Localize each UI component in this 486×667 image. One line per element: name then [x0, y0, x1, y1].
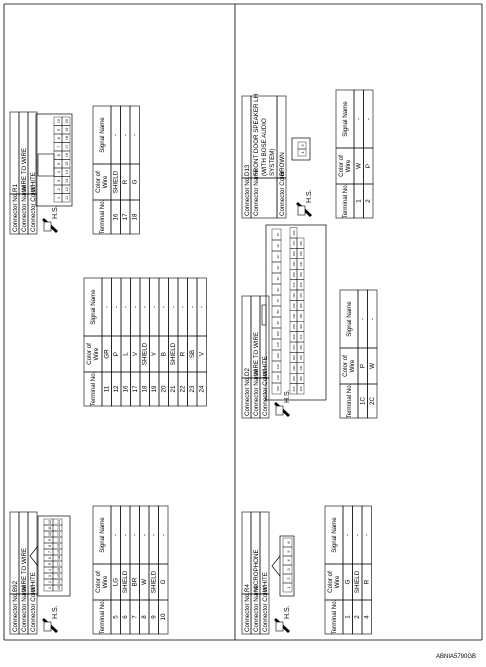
- info-value: D13: [244, 164, 251, 176]
- figure-code: ABNIA5790GB: [436, 654, 477, 660]
- table-header: Terminal No.: [346, 383, 353, 419]
- info-label: Connector Name: [253, 585, 260, 632]
- pin-label: 32C: [299, 240, 303, 246]
- hs-label: H.S.: [284, 389, 291, 403]
- pin-label: 10: [48, 532, 52, 536]
- table-cell-text: 23: [189, 385, 196, 393]
- pin-label: 33C: [299, 251, 303, 257]
- pin-label: 15C: [276, 385, 280, 392]
- table-cell-text: 1: [355, 199, 363, 203]
- table-header-text: Wire: [102, 175, 109, 189]
- table-cell-text: -: [365, 117, 372, 121]
- table-cell-text: SHIELD: [122, 570, 129, 594]
- pin-label: 13: [65, 178, 69, 183]
- table-cell-text: -: [369, 317, 376, 321]
- pin-label: 2: [57, 188, 61, 191]
- pin-label: 11C: [276, 341, 280, 348]
- table-header: Terminal No.: [342, 183, 349, 219]
- table-cell-text: 5: [112, 615, 120, 619]
- pin-label: 3: [286, 568, 291, 571]
- table-cell-text: 10: [160, 613, 167, 621]
- info-value: D2: [244, 368, 251, 376]
- info-label: Connector Color: [279, 170, 286, 216]
- table-cell-text: -: [179, 305, 187, 309]
- pin-label: 11: [65, 195, 69, 200]
- connector-key: [38, 154, 54, 176]
- pin-label: 22C: [292, 292, 296, 298]
- pin-label: 8: [57, 137, 61, 140]
- table-cell-text: -: [141, 305, 149, 309]
- table-header: Signal Name: [99, 117, 106, 153]
- info-label: Connector Name: [21, 585, 28, 632]
- pin-label: 6C: [276, 287, 280, 292]
- table-cell-text: SHIELD: [170, 342, 177, 366]
- pin-label: 19C: [292, 261, 296, 267]
- table-cell-text: P: [113, 351, 120, 357]
- table-header-text: Wire: [93, 347, 100, 361]
- info-value-cell: [10, 112, 19, 194]
- table-cell-text: -: [122, 305, 130, 309]
- table-cell-text: 19: [151, 385, 158, 393]
- info-label: Connector Name: [21, 185, 28, 232]
- pin-label: 46C: [299, 386, 303, 392]
- table-cell-text: L: [122, 352, 130, 356]
- table-cell-text: G: [160, 579, 167, 585]
- hs-label: H.S.: [306, 189, 313, 203]
- table-cell-text: 2: [365, 199, 372, 203]
- pin-label: 12: [65, 187, 69, 192]
- pin-label: 13: [57, 586, 61, 590]
- pin-label: 13C: [276, 363, 280, 370]
- table-cell-text: 16: [122, 385, 130, 393]
- hs-label: H.S.: [52, 605, 59, 619]
- pin-label: 6: [48, 557, 52, 559]
- table-header-text: Color of: [342, 355, 349, 377]
- table-cell-text: Y: [151, 351, 158, 357]
- pin-label: 20: [65, 119, 69, 124]
- info-value: WIRE TO WIRE: [21, 547, 28, 592]
- pin-label: 8: [48, 545, 52, 547]
- info-label: Connector Name: [253, 369, 260, 416]
- info-label: Connector Color: [30, 186, 37, 232]
- table-cell-text: -: [151, 305, 158, 309]
- table-cell-text: V: [132, 351, 139, 357]
- table-cell-text: -: [355, 117, 363, 121]
- table-cell-text: LG: [112, 577, 120, 587]
- pin-label: 17: [65, 144, 69, 149]
- table-cell-text: -: [198, 305, 206, 309]
- info-value-cell: [242, 512, 251, 594]
- table-cell-text: -: [112, 533, 120, 537]
- pin-label: 1: [300, 151, 305, 154]
- table-cell-text: G: [131, 179, 139, 185]
- hs-label: H.S.: [52, 205, 59, 219]
- table-cell-text: 21: [170, 385, 177, 393]
- connector-d13: [242, 90, 373, 218]
- info-label: Connector No.: [12, 192, 19, 232]
- pin-label: 34C: [299, 261, 303, 267]
- pin-label: 2C: [276, 243, 280, 248]
- table-cell-text: 9: [150, 615, 158, 619]
- table-header-text: Color of: [95, 171, 102, 193]
- table-header: Signal Name: [346, 301, 353, 337]
- pin-label: 28C: [292, 355, 296, 361]
- pin-label: 40C: [299, 323, 303, 329]
- table-cell-text: 17: [122, 213, 129, 221]
- pin-label: 14: [65, 170, 69, 175]
- connector-latch: [272, 556, 280, 576]
- table-header: Terminal No.: [90, 371, 97, 407]
- table-cell-text: -: [131, 533, 139, 537]
- table-cell-text: -: [103, 305, 111, 309]
- info-value: WHITE: [262, 572, 269, 592]
- pin-label: 26C: [292, 334, 296, 340]
- pin-label: 18C: [292, 251, 296, 257]
- table-cell-text: SHIELD: [112, 170, 120, 194]
- hs-label: H.S.: [284, 605, 291, 619]
- table-cell-text: SHIELD: [150, 570, 158, 594]
- info-value-line: (WITH BOSE AUDIO: [261, 118, 268, 176]
- info-label: Connector Color: [30, 586, 37, 632]
- info-value: B92: [12, 580, 19, 592]
- pin-label: 2: [286, 577, 291, 580]
- table-cell-text: P: [365, 163, 372, 169]
- pin-label: 15: [57, 574, 61, 578]
- pin-label: 5C: [276, 276, 280, 281]
- table-cell-text: 11: [103, 385, 111, 393]
- table-cell-text: B: [160, 351, 168, 357]
- table-header-text: Color of: [327, 571, 334, 593]
- pin-label: 2: [48, 581, 52, 583]
- table-cell-text: W: [369, 363, 376, 369]
- info-value-cell: [242, 296, 251, 378]
- table-header-text: Wire: [345, 159, 352, 173]
- pin-label: 10C: [276, 330, 280, 337]
- connector-d2: [242, 225, 377, 418]
- info-label: Connector No.: [244, 176, 251, 216]
- table-cell-text: -: [160, 533, 167, 537]
- pin-label: 25C: [292, 323, 296, 329]
- pin-label: 18: [65, 136, 69, 141]
- table-cell-text: -: [150, 533, 158, 537]
- pin-label: 23: [57, 526, 61, 530]
- pin-label: 9C: [276, 320, 280, 325]
- pin-label: 16: [65, 153, 69, 158]
- table-cell-text: -: [113, 305, 120, 309]
- info-value: WIRE TO WIRE: [21, 147, 28, 192]
- table-header-text: Wire: [102, 575, 109, 589]
- table-cell-text: W: [355, 163, 363, 169]
- pin-label: 18: [57, 556, 61, 560]
- table-cell-text: 16: [112, 213, 120, 221]
- pin-label: 5: [286, 550, 291, 553]
- pin-label: 24C: [292, 313, 296, 319]
- pin-label: 43C: [299, 355, 303, 361]
- info-label: Connector Name: [253, 169, 260, 216]
- info-value: WHITE: [262, 356, 269, 376]
- table-cell-text: -: [363, 533, 371, 537]
- info-value-line: SYSTEM): [269, 148, 276, 176]
- pin-label: 15: [65, 161, 69, 166]
- table-cell-text: 12: [113, 385, 120, 393]
- pin-label: 36C: [299, 282, 303, 288]
- pin-label: 4: [286, 559, 291, 562]
- pin-label: 9: [57, 128, 61, 131]
- pin-label: 11: [48, 526, 52, 530]
- pin-label: 31C: [292, 386, 296, 392]
- table-header-text: Color of: [95, 571, 102, 593]
- info-value: MICROPHONE: [253, 549, 260, 592]
- pin-label: 6: [57, 154, 61, 157]
- table-cell-text: -: [141, 533, 148, 537]
- info-label: Connector No.: [244, 592, 251, 632]
- info-label: Connector Color: [262, 370, 269, 416]
- info-label: Connector No.: [244, 376, 251, 416]
- pin-label: 17: [57, 562, 61, 566]
- table-header: Signal Name: [90, 289, 97, 325]
- pin-label: 12: [48, 520, 52, 524]
- table-header: Terminal No.: [331, 599, 338, 635]
- pin-label: 1: [57, 196, 61, 199]
- pin-label: 1C: [276, 232, 280, 237]
- info-value: BROWN: [279, 152, 286, 176]
- table-cell-text: 2: [354, 615, 361, 619]
- table-header: Signal Name: [342, 101, 349, 137]
- info-value: WIRE TO WIRE: [253, 331, 260, 376]
- table-header: Terminal No.: [99, 599, 106, 635]
- pin-label: 19: [57, 550, 61, 554]
- pin-label: 16: [57, 568, 61, 572]
- pin-label: 41C: [299, 334, 303, 340]
- table-cell-text: BR: [131, 577, 139, 587]
- info-value-line: FRONT DOOR SPEAKER LH: [253, 93, 260, 176]
- table-cell-text: 18: [131, 213, 139, 221]
- connector-housing: [266, 225, 326, 400]
- info-value: WHITE: [30, 172, 37, 192]
- table-cell-text: -: [122, 533, 129, 537]
- pin-label: 42C: [299, 344, 303, 350]
- table-cell-text: 1C: [359, 397, 367, 405]
- table-cell-text: SHIELD: [141, 342, 149, 366]
- pin-label: 4C: [276, 265, 280, 270]
- pin-label: 19: [65, 127, 69, 132]
- pin-label: 9: [48, 539, 52, 541]
- table-cell-text: 18: [141, 385, 149, 393]
- pin-label: 27C: [292, 344, 296, 350]
- table-cell-text: -: [170, 305, 177, 309]
- table-cell-text: -: [359, 317, 367, 321]
- pin-label: 23C: [292, 303, 296, 309]
- pin-label: 39C: [299, 313, 303, 319]
- table-cell-text: 2C: [369, 397, 376, 405]
- connector-b92: [10, 506, 168, 634]
- table-cell-text: GR: [103, 349, 111, 359]
- table-cell-text: -: [122, 133, 129, 137]
- pin-label: 1: [48, 587, 52, 589]
- pin-label: 2: [300, 144, 305, 147]
- pin-label: 7: [57, 145, 61, 148]
- pin-label: 4: [48, 569, 52, 571]
- pin-label: 7: [48, 551, 52, 553]
- table-cell-text: P: [359, 363, 367, 369]
- table-header: Signal Name: [99, 517, 106, 553]
- hs-connector-icon: [276, 622, 283, 631]
- table-header: Terminal No.: [99, 199, 106, 235]
- table-cell-text: -: [160, 305, 168, 309]
- pin-label: 5: [57, 162, 61, 165]
- table-cell-text: 7: [131, 615, 139, 619]
- table-cell-text: G: [344, 579, 352, 585]
- connector-r1: [10, 106, 140, 234]
- pin-label: 4: [57, 171, 61, 174]
- pin-label: 37C: [299, 292, 303, 298]
- connector-housing: [38, 516, 70, 596]
- table-cell-text: R: [179, 351, 187, 357]
- pin-label: 10: [57, 119, 61, 124]
- info-label: Connector Color: [262, 586, 269, 632]
- pin-label: 45C: [299, 375, 303, 381]
- pin-label: 6: [286, 541, 291, 544]
- table-cell-text: V: [198, 351, 206, 357]
- table-header-text: Color of: [86, 343, 93, 365]
- table-header-text: Color of: [338, 155, 345, 177]
- table-cell-text: 20: [160, 385, 168, 393]
- info-value: WHITE: [30, 572, 37, 592]
- table-cell-text: R: [363, 579, 371, 585]
- table-cell-text: W: [141, 579, 148, 585]
- pin-label: 22: [57, 532, 61, 536]
- info-value: R4: [244, 584, 251, 592]
- pin-label: 5: [48, 563, 52, 565]
- table-cell-text: -: [344, 533, 352, 537]
- pin-label: 44C: [299, 365, 303, 371]
- pin-label: 1: [286, 586, 291, 589]
- table-cell-text: R: [122, 179, 129, 185]
- pin-label: 3: [57, 179, 61, 182]
- info-label: Connector No.: [12, 592, 19, 632]
- pin-label: 38C: [299, 303, 303, 309]
- pin-label: 30C: [292, 375, 296, 381]
- pin-label: 3C: [276, 254, 280, 259]
- hs-connector-icon: [44, 622, 51, 631]
- table-cell-text: 17: [132, 385, 139, 393]
- table-cell-text: -: [131, 133, 139, 137]
- table-cell-text: -: [112, 133, 120, 137]
- pin-label: 3: [48, 575, 52, 577]
- table-cell-text: -: [354, 533, 361, 537]
- pin-label: 20: [57, 544, 61, 548]
- table-cell-text: 1: [344, 615, 352, 619]
- table-cell-text: 22: [179, 385, 187, 393]
- pin-label: 14: [57, 580, 61, 584]
- table-cell-text: SB: [189, 349, 196, 359]
- table-cell-text: SHIELD: [354, 570, 361, 594]
- table-cell-text: 6: [122, 615, 129, 619]
- connector-r4: [242, 506, 372, 634]
- pin-label: 17C: [292, 240, 296, 246]
- pin-label: 21C: [292, 282, 296, 288]
- table-cell-text: -: [189, 305, 196, 309]
- pin-label: 14C: [276, 374, 280, 381]
- info-value: R1: [12, 184, 19, 192]
- pin-label: 12C: [276, 352, 280, 359]
- pin-label: 16C: [292, 230, 296, 236]
- pin-label: 21: [57, 538, 61, 542]
- pin-label: 7C: [276, 298, 280, 303]
- pin-label: 8C: [276, 309, 280, 314]
- table-cell-text: 4: [363, 615, 371, 619]
- table-header-text: Wire: [349, 359, 356, 373]
- table-header: Signal Name: [331, 517, 338, 553]
- pin-label: 20C: [292, 271, 296, 277]
- table-cell-text: 24: [198, 385, 206, 393]
- hs-connector-icon: [276, 406, 283, 415]
- connector-b92-cont: [84, 278, 207, 406]
- pin-label: 35C: [299, 271, 303, 277]
- connector-latch: [262, 305, 266, 325]
- hs-connector-icon: [298, 206, 305, 215]
- pin-label: 29C: [292, 365, 296, 371]
- table-header-text: Wire: [334, 575, 341, 589]
- pin-label: 24: [57, 520, 61, 524]
- table-cell-text: -: [132, 305, 139, 309]
- table-cell-text: 8: [141, 615, 148, 619]
- hs-connector-icon: [44, 222, 51, 231]
